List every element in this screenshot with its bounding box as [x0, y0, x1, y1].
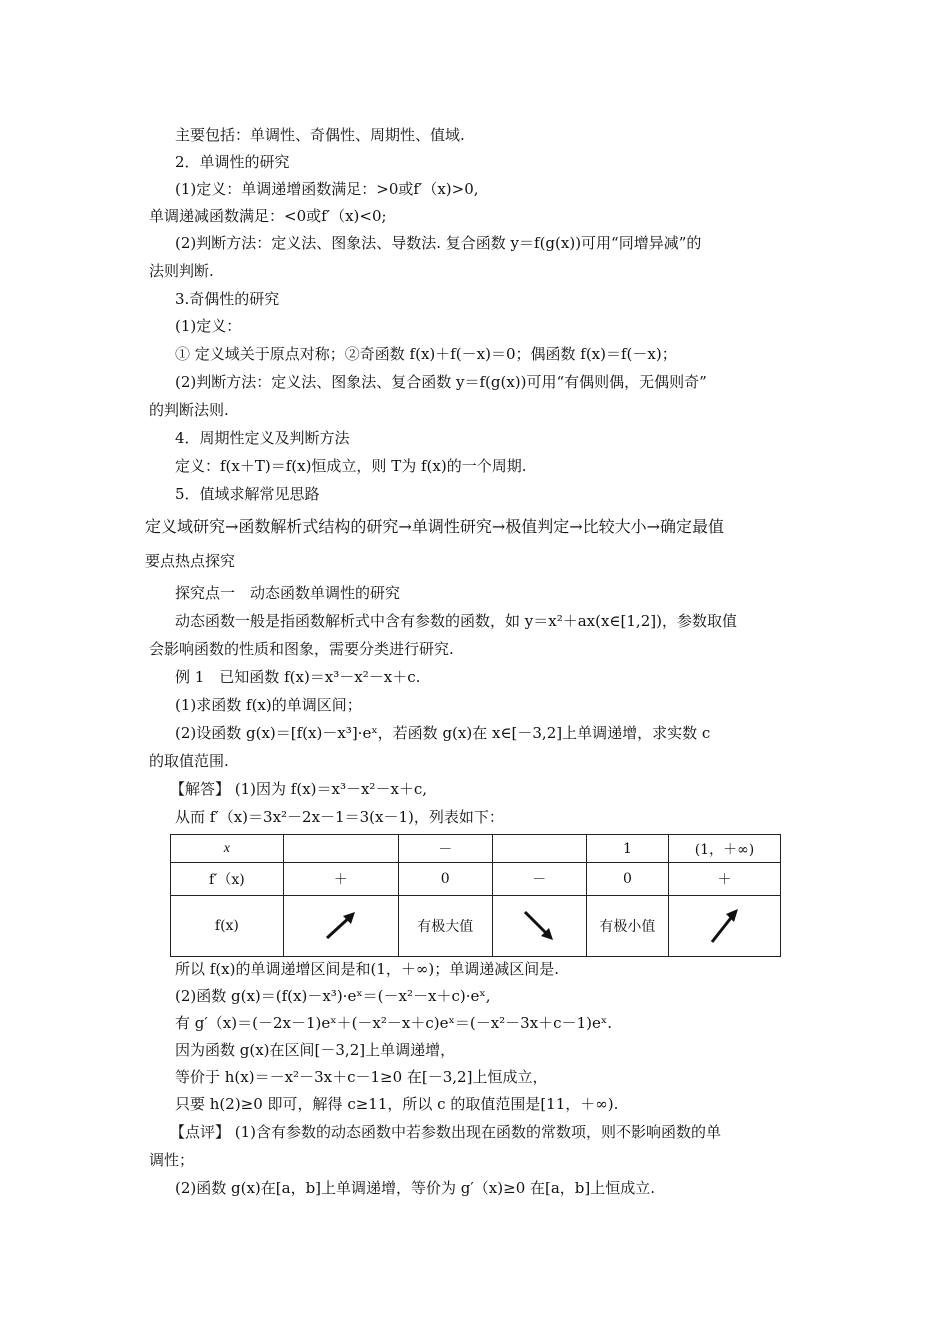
text-line: 定义：f(x＋T)＝f(x)恒成立，则 T为 f(x)的一个周期. — [175, 457, 527, 475]
text-line: 定义域研究→函数解析式结构的研究→单调性研究→极值判定→比较大小→确定最值 — [145, 517, 725, 536]
text-line: (1)求函数 f(x)的单调区间； — [175, 696, 362, 714]
section-heading: 要点热点探究 — [145, 552, 236, 570]
text-line: (2)设函数 g(x)＝[f(x)－x³]·eˣ，若函数 g(x)在 x∈[－3,2]上单调递增，求实数 c — [175, 724, 711, 742]
text-line: (2)函数 g(x)＝(f(x)－x³)·eˣ＝(－x²－x＋c)·eˣ, — [175, 987, 491, 1005]
table-cell: － — [492, 863, 586, 896]
table-cell: f′（x) — [171, 863, 284, 896]
text-line: 从而 f′（x)＝3x²－2x－1＝3(x－1)，列表如下： — [175, 808, 504, 826]
table-cell: － — [398, 835, 492, 863]
table-cell: 有极小值 — [586, 895, 668, 956]
text-line: 的判断法则. — [149, 401, 229, 419]
increasing-arrow-icon — [704, 906, 744, 946]
table-cell: ＋ — [283, 863, 398, 896]
table-cell: f(x) — [171, 895, 284, 956]
text-line: 动态函数一般是指函数解析式中含有参数的函数，如 y＝x²＋ax(x∈[1,2])，参数取值 — [175, 612, 737, 630]
section-heading: 3.奇偶性的研究 — [175, 290, 280, 308]
text-line: 只要 h(2)≥0 即可，解得 c≥11，所以 c 的取值范围是[11，＋∞). — [175, 1095, 619, 1113]
table-cell — [283, 835, 398, 863]
table-cell: 有极大值 — [398, 895, 492, 956]
example-title: 例 1 已知函数 f(x)＝x³－x²－x＋c. — [175, 668, 421, 686]
table-cell — [668, 895, 780, 956]
table-row — [171, 835, 781, 863]
decreasing-arrow-icon — [519, 906, 559, 946]
table-row — [171, 863, 781, 896]
section-heading: 4．周期性定义及判断方法 — [175, 429, 350, 447]
text-line: 调性； — [149, 1151, 195, 1169]
text-line: 主要包括：单调性、奇偶性、周期性、值域. — [175, 126, 465, 144]
text-line: 因为函数 g(x)在区间[－3,2]上单调递增， — [175, 1041, 456, 1059]
text-line: 有 g′（x)＝(－2x－1)eˣ＋(－x²－x＋c)eˣ＝(－x²－3x＋c－1)eˣ. — [175, 1014, 612, 1032]
monotonicity-table — [170, 834, 781, 957]
text-line: 【解答】 (1)因为 f(x)＝x³－x²－x＋c, — [170, 780, 428, 798]
text-line: 单调递减函数满足：<0或f′（x)<0; — [149, 207, 387, 225]
table-cell — [492, 835, 586, 863]
table-cell: 0 — [586, 863, 668, 896]
table-cell: 0 — [398, 863, 492, 896]
text-line: 的取值范围. — [149, 752, 229, 770]
text-line: (2)函数 g(x)在[a，b]上单调递增，等价为 g′（x)≥0 在[a，b]上恒成立. — [175, 1179, 656, 1197]
table-row — [171, 895, 781, 956]
text-line: 所以 f(x)的单调递增区间是和(1，＋∞)；单调递减区间是. — [175, 960, 559, 978]
table-cell: 1 — [586, 835, 668, 863]
increasing-arrow-icon — [321, 908, 361, 944]
table-cell: (1，＋∞) — [668, 835, 780, 863]
text-line: (2)判断方法：定义法、图象法、复合函数 y＝f(g(x))可用“有偶则偶，无偶则奇” — [175, 373, 707, 391]
text-line: (1)定义： — [175, 317, 242, 335]
section-heading: 5．值域求解常见思路 — [175, 485, 320, 503]
table-cell: x — [223, 841, 231, 857]
table-cell — [492, 895, 586, 956]
section-heading: 探究点一 动态函数单调性的研究 — [175, 584, 401, 602]
text-line: 等价于 h(x)＝－x²－3x＋c－1≥0 在[－3,2]上恒成立， — [175, 1068, 548, 1086]
table-cell — [283, 895, 398, 956]
text-line: (1)定义：单调递增函数满足：>0或f′（x)>0, — [175, 180, 479, 198]
text-line: 会影响函数的性质和图象，需要分类进行研究. — [149, 640, 454, 658]
text-line: 法则判断. — [149, 262, 214, 280]
text-line: ① 定义域关于原点对称；②奇函数 f(x)＋f(－x)＝0；偶函数 f(x)＝f(－x)； — [175, 345, 677, 363]
text-line: 【点评】 (1)含有参数的动态函数中若参数出现在函数的常数项，则不影响函数的单 — [170, 1123, 722, 1141]
section-heading: 2．单调性的研究 — [175, 153, 290, 171]
text-line: (2)判断方法：定义法、图象法、导数法. 复合函数 y＝f(g(x))可用“同增异减”的 — [175, 234, 702, 252]
table-cell: ＋ — [668, 863, 780, 896]
